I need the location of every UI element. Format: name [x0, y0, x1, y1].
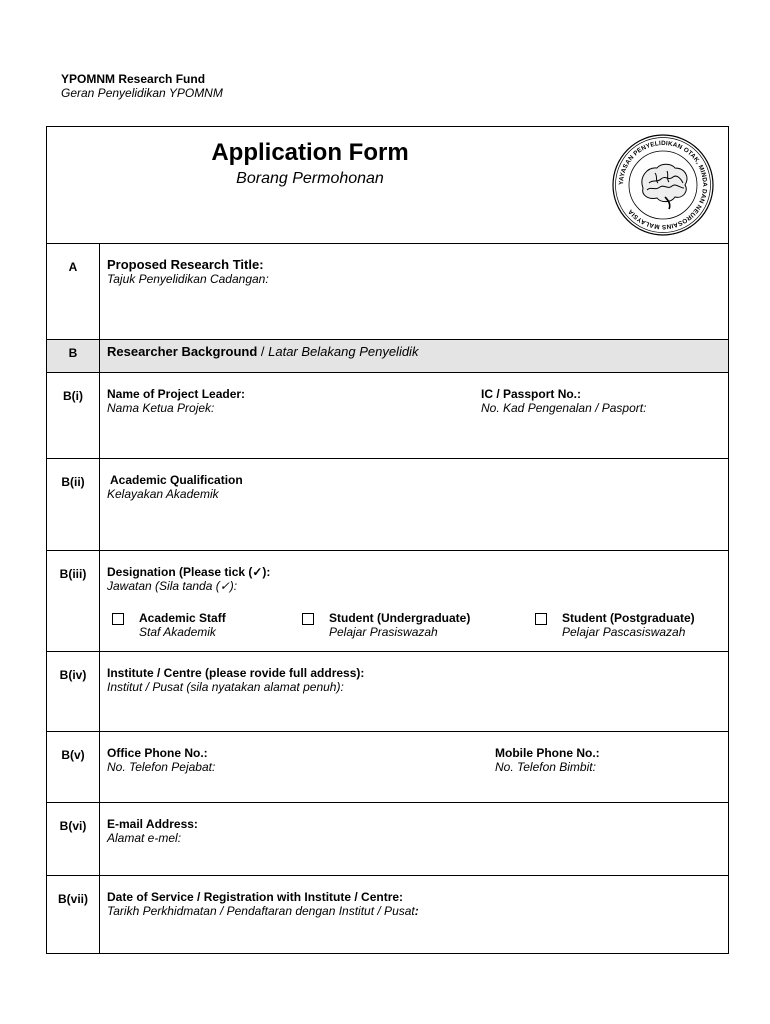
- section-label: A: [47, 244, 100, 340]
- designation-field: [100, 551, 729, 652]
- field-label-ms: No. Kad Pengenalan / Pasport:: [481, 401, 647, 415]
- checkbox[interactable]: [302, 613, 314, 625]
- section-b-title: [100, 340, 729, 373]
- option-student-undergraduate[interactable]: [302, 611, 470, 639]
- section-label: B(vii): [47, 876, 100, 954]
- seal-ring-text: YAYASAN PENYELIDIKAN OTAK, MINDA DAN NEUROSAINS MALAYSIA: [617, 139, 709, 231]
- field-label-ms: No. Telefon Bimbit:: [495, 760, 596, 774]
- section-title-ms: Latar Belakang Penyelidik: [268, 344, 419, 359]
- field-label-ms: Institut / Pusat (sila nyatakan alamat penuh):: [107, 680, 344, 694]
- option-label-en: Student (Postgraduate): [562, 611, 695, 625]
- field-label-en: Academic Qualification: [110, 473, 243, 487]
- institute-address-field[interactable]: [100, 652, 729, 732]
- brain-icon: [642, 164, 687, 209]
- section-b3-row: [47, 551, 729, 652]
- date-of-service-field[interactable]: [100, 876, 729, 954]
- form-header-row: [47, 127, 729, 244]
- application-form-table: [46, 126, 729, 954]
- section-label: B(iii): [47, 551, 100, 652]
- section-label: B(i): [47, 373, 100, 459]
- form-title-en: Application Form: [211, 139, 409, 166]
- academic-qualification-field[interactable]: [100, 459, 729, 551]
- field-label-ms: No. Telefon Pejabat:: [107, 760, 216, 774]
- field-label-en: E-mail Address:: [107, 817, 198, 831]
- field-label-ms: [107, 904, 720, 918]
- section-b4-row: [47, 652, 729, 732]
- field-label-ms: Nama Ketua Projek:: [107, 401, 215, 415]
- section-title-separator: /: [257, 344, 269, 359]
- checkbox[interactable]: [112, 613, 124, 625]
- field-label-en: Proposed Research Title:: [107, 257, 264, 272]
- section-title-en: Researcher Background: [107, 344, 258, 359]
- field-label-en: IC / Passport No.:: [481, 387, 582, 401]
- option-label-ms: Pelajar Pascasiswazah: [562, 625, 686, 639]
- field-label-ms: Kelayakan Akademik: [107, 487, 219, 501]
- option-label-en: Student (Undergraduate): [329, 611, 471, 625]
- proposed-research-title-field[interactable]: [100, 244, 729, 340]
- foundation-seal-logo: [611, 133, 715, 237]
- section-b5-row: [47, 732, 729, 803]
- checkbox[interactable]: [535, 613, 547, 625]
- section-b6-row: [47, 803, 729, 876]
- option-label-ms: Pelajar Prasiswazah: [329, 625, 438, 639]
- section-label: B(v): [47, 732, 100, 803]
- section-b-header-row: [47, 340, 729, 373]
- section-label: B: [47, 340, 100, 373]
- section-label: B(vi): [47, 803, 100, 876]
- org-name-en: YPOMNM Research Fund: [61, 72, 206, 86]
- office-phone-field[interactable]: [100, 732, 729, 803]
- option-label-ms: Staf Akademik: [139, 625, 216, 639]
- field-label-en: Date of Service / Registration with Institute / Centre:: [107, 890, 404, 904]
- option-label-en: Academic Staff: [139, 611, 226, 625]
- form-header-cell: [47, 127, 729, 244]
- section-b1-row: [47, 373, 729, 459]
- section-label: B(ii): [47, 459, 100, 551]
- organization-header: [61, 72, 223, 100]
- field-label-en: Office Phone No.:: [107, 746, 208, 760]
- field-label-ms-text: Tarikh Perkhidmatan / Pendaftaran dengan Institut / Pusat: [107, 904, 415, 918]
- mobile-phone-field[interactable]: [495, 746, 600, 774]
- passport-no-field[interactable]: [481, 387, 646, 415]
- section-b2-row: [47, 459, 729, 551]
- project-leader-field[interactable]: [100, 373, 729, 459]
- org-name-ms: Geran Penyelidikan YPOMNM: [61, 86, 223, 100]
- field-label-ms-colon: :: [414, 904, 419, 918]
- field-label-en: Designation (Please tick (✓):: [107, 565, 271, 579]
- field-label-ms: Tajuk Penyelidikan Cadangan:: [107, 272, 269, 286]
- section-label: B(iv): [47, 652, 100, 732]
- field-label-en: Mobile Phone No.:: [495, 746, 600, 760]
- field-label-en: Institute / Centre (please rovide full address):: [107, 666, 365, 680]
- field-label-ms: Alamat e-mel:: [107, 831, 182, 845]
- section-a-row: [47, 244, 729, 340]
- field-label-en: Name of Project Leader:: [107, 387, 246, 401]
- option-student-postgraduate[interactable]: [535, 611, 695, 639]
- email-field[interactable]: [100, 803, 729, 876]
- form-title-ms: Borang Permohonan: [236, 170, 384, 187]
- option-academic-staff[interactable]: [112, 611, 226, 639]
- section-b7-row: [47, 876, 729, 954]
- field-label-ms: Jawatan (Sila tanda (✓):: [107, 579, 238, 593]
